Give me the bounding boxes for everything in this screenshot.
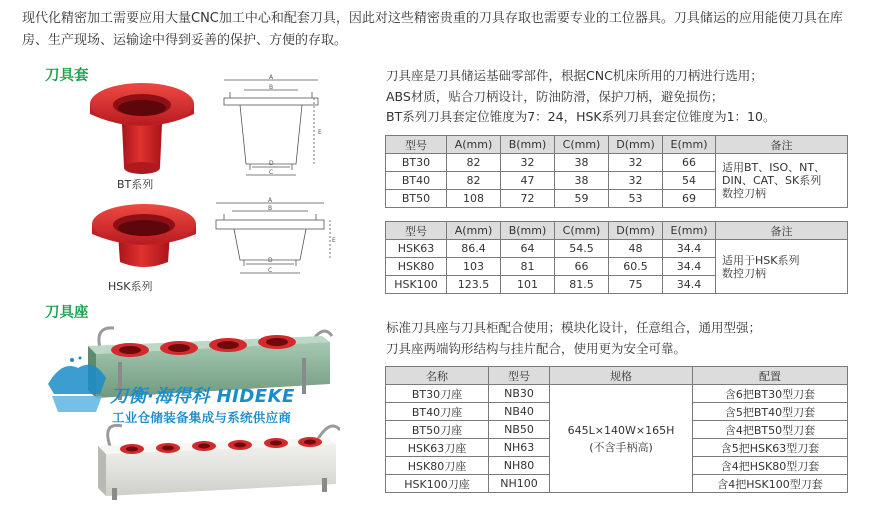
header-cell: A(mm) (447, 136, 501, 154)
header-cell: 名称 (386, 367, 489, 385)
sleeve-desc-line-1: 刀具座是刀具储运基础零部件，根据CNC机床所用的刀柄进行选用； (386, 68, 763, 83)
table-cell: BT30 (386, 154, 447, 172)
sleeve-desc-line-2: ABS材质，贴合刀柄设计，防油防滑，保护刀柄，避免损伤； (386, 88, 724, 104)
table-header-row (386, 367, 848, 385)
table-cell: NH100 (489, 475, 550, 493)
hsk-caption: HSK系列 (108, 280, 153, 293)
table-cell: 60.5 (609, 258, 663, 276)
header-cell: B(mm) (501, 136, 555, 154)
table-cell: 108 (447, 190, 501, 208)
table-cell: BT40刀座 (386, 403, 489, 421)
header-cell: C(mm) (555, 222, 609, 240)
table-cell: 86.4 (447, 240, 501, 258)
bt-dim-c: C (269, 169, 274, 176)
table-cell: 47 (501, 172, 555, 190)
table-cell: 32 (609, 172, 663, 190)
section-title-holder: 刀具座 (45, 305, 89, 321)
table-cell: 82 (447, 172, 501, 190)
header-cell: 型号 (386, 222, 447, 240)
table-cell: NH63 (489, 439, 550, 457)
table-cell: BT30刀座 (386, 385, 489, 403)
sleeve-desc-line-3: BT系列刀具套定位锥度为7：24，HSK系列刀具套定位锥度为1：10。 (386, 109, 776, 124)
table-cell: NH80 (489, 457, 550, 475)
table-cell: 32 (501, 154, 555, 172)
bt-sleeve-image (82, 72, 202, 180)
watermark-slogan: 工业仓储装备集成与系统供应商 (112, 410, 292, 425)
table-cell: 82 (447, 154, 501, 172)
hsk-note-cell (716, 240, 848, 294)
table-cell: NB50 (489, 421, 550, 439)
hsk-drawing (206, 196, 336, 288)
watermark-logo-icon (42, 354, 112, 416)
table-cell: 66 (555, 258, 609, 276)
bt-dim-e: E (318, 129, 322, 136)
hsk-dim-d: D (268, 257, 273, 264)
header-cell: 型号 (489, 367, 550, 385)
table-cell: NB30 (489, 385, 550, 403)
header-cell: C(mm) (555, 136, 609, 154)
table-cell: 48 (609, 240, 663, 258)
header-cell: A(mm) (447, 222, 501, 240)
table-cell: HSK63 (386, 240, 447, 258)
table-cell: BT50刀座 (386, 421, 489, 439)
table-cell: 38 (555, 172, 609, 190)
bt-note-line: 数控刀柄 (722, 187, 766, 200)
hsk-dim-a: A (268, 197, 273, 204)
holder-desc-line-2: 刀具座两端钩形结构与挂片配合，使用更为安全可靠。 (386, 340, 687, 356)
header-cell: E(mm) (663, 136, 716, 154)
watermark-brand: 刀衡·海得科 HIDEKE (110, 386, 295, 407)
table-cell: 123.5 (447, 276, 501, 294)
table-header-row (386, 222, 848, 240)
table-cell: 103 (447, 258, 501, 276)
header-cell: D(mm) (609, 222, 663, 240)
table-cell: 含6把BT30型刀套 (693, 385, 848, 403)
holder-spec-table (385, 366, 848, 493)
table-cell: HSK80 (386, 258, 447, 276)
table-cell: NB40 (489, 403, 550, 421)
holder-desc-line-1: 标准刀具座与刀具柜配合使用；模块化设计，任意组合，通用型强； (386, 320, 762, 335)
table-cell: 81 (501, 258, 555, 276)
bt-dim-a: A (269, 74, 274, 81)
table-cell: BT40 (386, 172, 447, 190)
table-cell: 含4把BT50型刀套 (693, 421, 848, 439)
table-cell: 75 (609, 276, 663, 294)
table-cell: 54 (663, 172, 716, 190)
header-cell: E(mm) (663, 222, 716, 240)
bt-dim-d: D (269, 160, 274, 167)
hsk-sleeve-image (88, 198, 200, 278)
spec-cell (550, 385, 693, 493)
header-cell: 备注 (716, 136, 848, 154)
table-cell: 34.4 (663, 240, 716, 258)
section-title-sleeve: 刀具套 (45, 68, 89, 84)
header-cell: B(mm) (501, 222, 555, 240)
table-cell: HSK80刀座 (386, 457, 489, 475)
header-cell: 配置 (693, 367, 848, 385)
table-row (386, 385, 848, 403)
table-cell: 含5把HSK63型刀套 (693, 439, 848, 457)
table-cell: 38 (555, 154, 609, 172)
table-cell: 32 (609, 154, 663, 172)
spec-line: 645L×140W×165H (567, 423, 675, 437)
table-cell: 81.5 (555, 276, 609, 294)
table-cell: 54.5 (555, 240, 609, 258)
hsk-spec-table (385, 221, 848, 294)
sleeve-description (386, 66, 775, 128)
header-cell: 备注 (716, 222, 848, 240)
bt-note-line: DIN、CAT、SK系列 (722, 174, 822, 187)
bt-spec-table (385, 135, 848, 208)
table-cell: 66 (663, 154, 716, 172)
table-cell: 含4把HSK80型刀套 (693, 457, 848, 475)
table-cell: HSK63刀座 (386, 439, 489, 457)
table-cell: 含4把HSK100型刀套 (693, 475, 848, 493)
table-cell: 含5把BT40型刀套 (693, 403, 848, 421)
hsk-note-line: 数控刀柄 (722, 266, 766, 280)
header-cell: 型号 (386, 136, 447, 154)
header-cell: D(mm) (609, 136, 663, 154)
table-cell: 53 (609, 190, 663, 208)
table-cell: 72 (501, 190, 555, 208)
bt-caption: BT系列 (117, 178, 154, 191)
hsk-dim-e: E (332, 237, 336, 244)
table-cell: 34.4 (663, 276, 716, 294)
hsk-dim-b: B (268, 205, 273, 212)
table-cell: 69 (663, 190, 716, 208)
table-row (386, 240, 848, 258)
table-cell: 59 (555, 190, 609, 208)
bt-dim-b: B (269, 84, 274, 91)
table-header-row (386, 136, 848, 154)
hsk-note-line: 适用于HSK系列 (722, 253, 800, 267)
table-cell: 64 (501, 240, 555, 258)
bt-note-cell (716, 154, 848, 208)
table-cell: BT50 (386, 190, 447, 208)
bt-drawing (210, 72, 335, 184)
hsk-dim-c: C (268, 267, 273, 274)
table-row (386, 154, 848, 172)
table-cell: HSK100刀座 (386, 475, 489, 493)
bt-note-line: 适用BT、ISO、NT、 (722, 161, 826, 174)
table-cell: HSK100 (386, 276, 447, 294)
header-cell: 规格 (550, 367, 693, 385)
holder-description (386, 318, 761, 359)
spec-line: (不含手柄高) (589, 440, 653, 454)
table-cell: 34.4 (663, 258, 716, 276)
table-cell: 101 (501, 276, 555, 294)
intro-paragraph: 现代化精密加工需要应用大量CNC加工中心和配套刀具，因此对这些精密贵重的刀具存取也需要专业的工位器具。刀具储运的应用能使刀具在库房、生产现场、运输途中得到妥善的保护、方便的存取。 (22, 11, 843, 48)
